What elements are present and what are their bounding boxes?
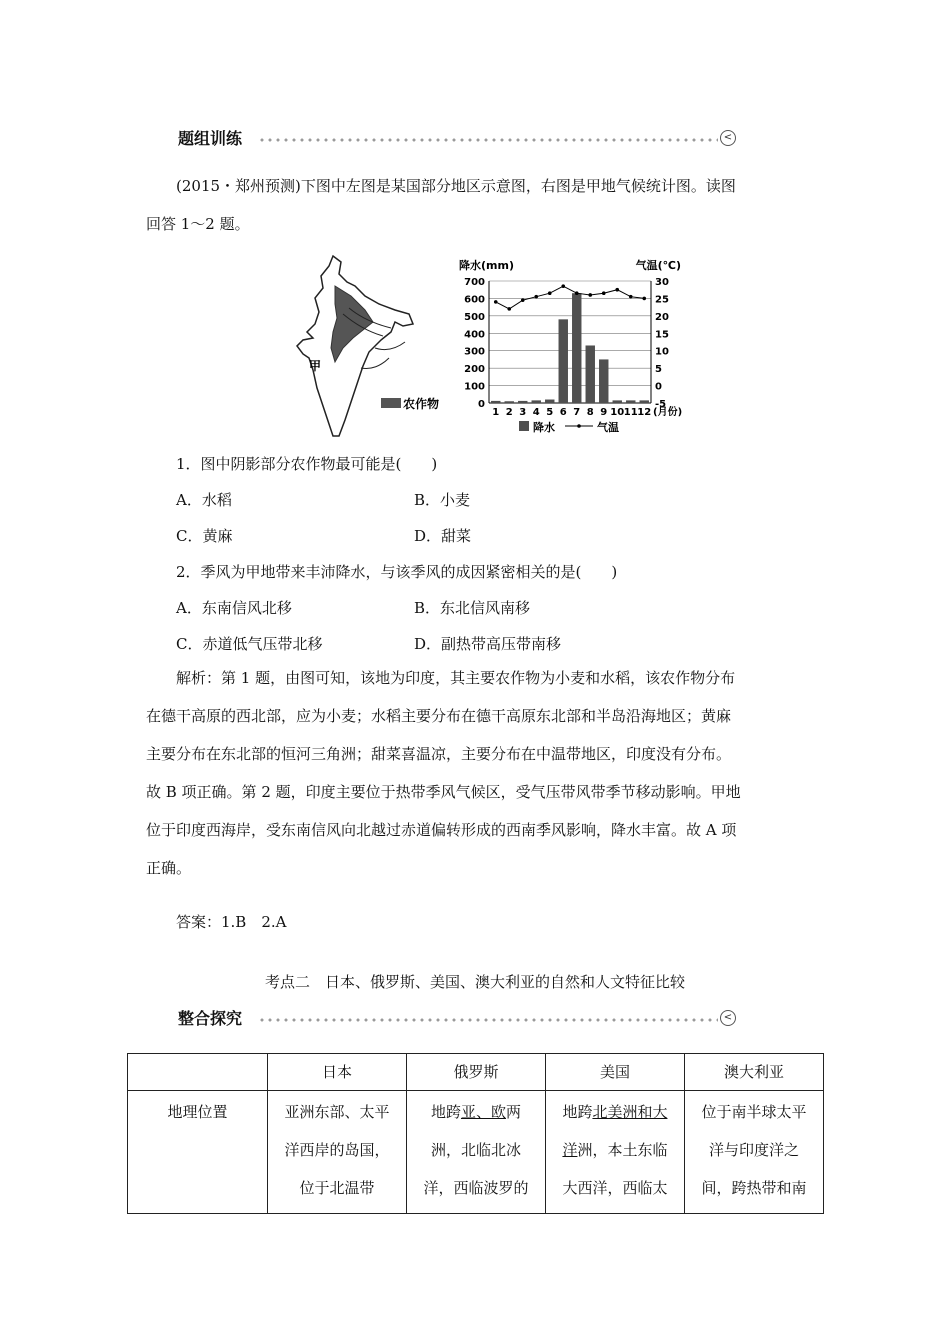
cell-line: 亚洲东部、太平	[284, 1103, 390, 1121]
legend-line-label: 气温	[597, 421, 619, 434]
x-tick-label: 10	[610, 407, 625, 418]
analysis-line: 正确。	[146, 859, 192, 877]
cell-text: 洲，本土东临	[577, 1141, 668, 1159]
cell-japan	[268, 1091, 407, 1214]
river-line	[375, 342, 405, 350]
y-left-tick-label: 400	[464, 329, 485, 341]
y-right-tick-label: 15	[655, 329, 669, 341]
temperature-point	[548, 291, 552, 295]
answer-line: 答案：1.B 2.A	[176, 913, 287, 931]
x-tick-label: 9	[600, 407, 608, 418]
cell-line: 位于北温带	[299, 1179, 375, 1197]
label-jia: 甲	[309, 359, 322, 373]
legend-label: 农作物	[403, 397, 440, 411]
row-label: 地理位置	[128, 1091, 268, 1214]
temperature-point	[575, 291, 579, 295]
section-title: 题组训练	[178, 129, 243, 148]
section-header-exercises	[178, 128, 733, 152]
y-right-tick-label: 25	[655, 294, 669, 306]
temperature-line	[496, 286, 645, 309]
table-header-row	[128, 1054, 824, 1091]
cell-line	[413, 1093, 539, 1131]
cell-line	[552, 1093, 678, 1131]
legend-bar-label: 降水	[533, 421, 555, 434]
temperature-point	[588, 293, 592, 297]
dotted-divider	[258, 1018, 718, 1022]
analysis-block	[146, 659, 818, 887]
cell-australia	[684, 1091, 823, 1214]
x-tick-label: 4	[532, 407, 540, 418]
comparison-table	[127, 1053, 824, 1214]
precip-bar	[572, 293, 581, 403]
india-map	[295, 252, 455, 442]
cell-text: 两	[505, 1103, 521, 1121]
y-right-tick-label: 30	[655, 277, 669, 288]
chevron-left-icon: <	[720, 130, 736, 146]
cell-line: 大西洋，西临太	[562, 1179, 668, 1197]
x-tick-label: 12	[637, 407, 652, 418]
y-left-tick-label: 200	[464, 364, 485, 376]
precip-bar	[586, 345, 595, 403]
y-left-tick-label: 600	[464, 294, 485, 306]
analysis-line: 故 B 项正确。第 2 题，印度主要位于热带季风气候区，受气压带风带季节移动影响。甲地	[146, 783, 741, 801]
q1-option-a[interactable]: A．水稻	[176, 491, 232, 509]
table-row	[128, 1091, 824, 1214]
temperature-point	[561, 284, 565, 288]
y-right-axis-title: 气温(℃)	[635, 259, 681, 272]
analysis-line: 在德干高原的西北部，应为小麦；水稻主要分布在德干高原东北部和半岛沿海地区；黄麻	[146, 707, 732, 725]
intro-line-1: (2015・郑州预测)下图中左图是某国部分地区示意图，右图是甲地气候统计图。读图	[176, 177, 736, 195]
y-left-tick-label: 0	[478, 399, 485, 410]
cell-line: 间，跨热带和南	[701, 1179, 807, 1197]
country-outline	[297, 256, 413, 436]
precip-bar	[613, 400, 622, 403]
q1-option-c[interactable]: C．黄麻	[176, 527, 233, 545]
header-cell	[128, 1054, 268, 1091]
y-left-axis-title: 降水(mm)	[459, 259, 514, 272]
y-right-tick-label: 0	[655, 381, 662, 393]
cell-russia	[406, 1091, 545, 1214]
cell-text: 地跨	[430, 1103, 461, 1121]
question-intro	[146, 167, 818, 243]
cell-text-underlined: 洋	[562, 1141, 578, 1159]
legend-line-marker	[577, 424, 581, 428]
cell-line: 洲，北临北冰	[430, 1141, 521, 1159]
precip-bar	[640, 400, 649, 403]
header-cell: 澳大利亚	[684, 1054, 823, 1091]
q2-option-c[interactable]: C．赤道低气压带北移	[176, 635, 323, 653]
x-tick-label: 8	[586, 407, 594, 418]
section-title: 整合探究	[178, 1009, 243, 1028]
cell-line: 洋与印度洋之	[708, 1141, 799, 1159]
temperature-point	[507, 307, 511, 311]
header-cell: 日本	[268, 1054, 407, 1091]
analysis-line: 解析：第 1 题，由图可知，该地为印度，其主要农作物为小麦和水稻，该农作物分布	[176, 669, 736, 687]
cell-line	[552, 1131, 678, 1169]
intro-line-2: 回答 1～2 题。	[146, 215, 250, 233]
temperature-point	[494, 300, 498, 304]
y-left-tick-label: 500	[464, 311, 485, 323]
x-tick-label: 2	[505, 407, 513, 418]
x-axis-label: (月份)	[653, 407, 683, 418]
header-cell: 俄罗斯	[406, 1054, 545, 1091]
y-right-tick-label: 5	[655, 364, 662, 376]
y-right-tick-label: 20	[655, 311, 669, 323]
q2-option-d[interactable]: D．副热带高压带南移	[414, 635, 562, 653]
q1-option-d[interactable]: D．甜菜	[414, 527, 472, 545]
q2-stem: 2．季风为甲地带来丰沛降水，与该季风的成因紧密相关的是( )	[176, 563, 618, 581]
topic-title: 考点二 日本、俄罗斯、美国、澳大利亚的自然和人文特征比较	[264, 973, 685, 991]
temperature-point	[629, 295, 633, 299]
precip-bar	[626, 400, 635, 403]
climate-chart	[455, 255, 685, 440]
cell-line: 位于南半球太平	[701, 1103, 807, 1121]
temperature-point	[602, 291, 606, 295]
y-right-tick-label: -5	[655, 399, 667, 410]
precip-bar	[545, 400, 554, 403]
x-tick-label: 11	[623, 407, 638, 418]
cell-line: 洋西岸的岛国，	[284, 1141, 390, 1159]
precip-bar	[599, 359, 608, 403]
legend-bar-swatch	[519, 421, 529, 431]
precip-bar	[532, 400, 541, 403]
temperature-point	[615, 288, 619, 292]
cell-text-underlined: 北美洲和大	[592, 1103, 668, 1121]
q1-stem: 1．图中阴影部分农作物最可能是( )	[176, 455, 438, 473]
cell-line: 洋，西临波罗的	[423, 1179, 529, 1197]
cell-text-underlined: 亚、欧	[460, 1103, 506, 1121]
y-right-tick-label: 10	[655, 346, 669, 358]
dotted-divider	[258, 138, 718, 142]
precip-bar	[505, 401, 514, 403]
cell-text: 地跨	[562, 1103, 593, 1121]
x-tick-label: 6	[559, 407, 567, 418]
temperature-point	[521, 298, 525, 302]
section-header-integration	[178, 1008, 733, 1032]
x-tick-label: 5	[546, 407, 554, 418]
q1-option-b[interactable]: B．小麦	[414, 491, 471, 509]
y-left-tick-label: 300	[464, 346, 485, 358]
temperature-point	[534, 295, 538, 299]
y-left-tick-label: 700	[464, 277, 485, 288]
analysis-line: 主要分布在东北部的恒河三角洲；甜菜喜温凉，主要分布在中温带地区，印度没有分布。	[146, 745, 732, 763]
analysis-line: 位于印度西海岸，受东南信风向北越过赤道偏转形成的西南季风影响，降水丰富。故 A 项	[146, 821, 737, 839]
x-tick-label: 3	[519, 407, 527, 418]
precip-bar	[491, 401, 500, 403]
x-tick-label: 7	[573, 407, 581, 418]
chevron-left-icon: <	[720, 1010, 736, 1026]
precip-bar	[559, 319, 568, 403]
temperature-point	[642, 297, 646, 301]
legend-swatch	[381, 398, 401, 408]
q2-option-a[interactable]: A．东南信风北移	[176, 599, 292, 617]
q2-option-b[interactable]: B．东北信风南移	[414, 599, 531, 617]
x-tick-label: 1	[492, 407, 500, 418]
precip-bar	[518, 401, 527, 403]
header-cell: 美国	[545, 1054, 684, 1091]
cell-usa	[545, 1091, 684, 1214]
y-left-tick-label: 100	[464, 381, 485, 393]
